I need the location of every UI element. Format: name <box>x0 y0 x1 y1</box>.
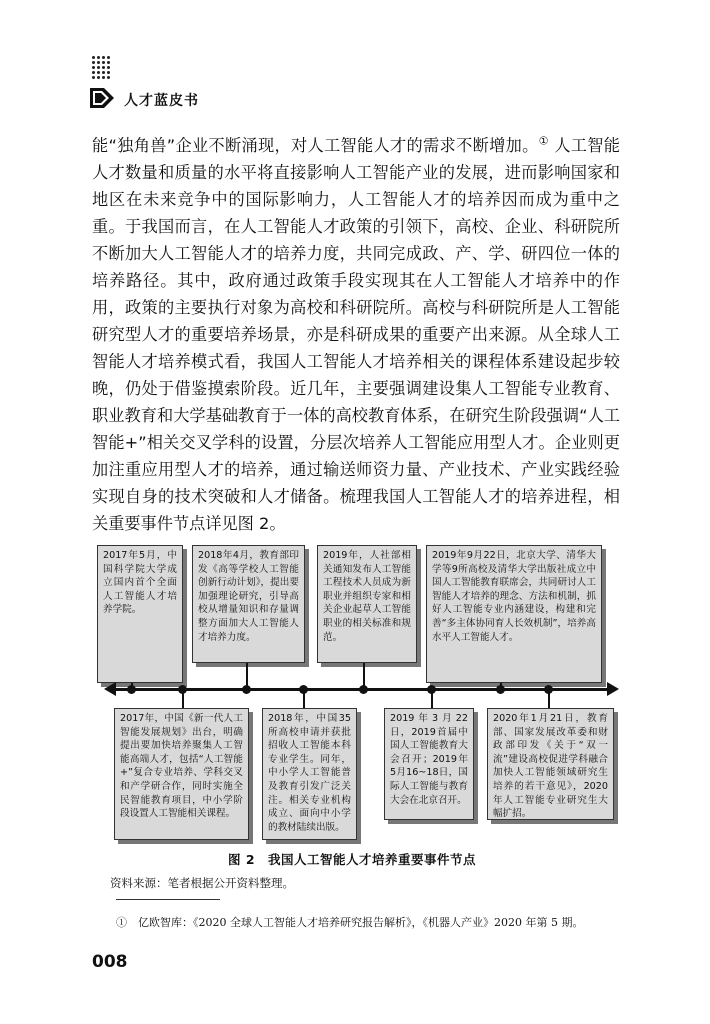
event-box-top-2: 2018年4月，教育部印发《高等学校人工智能创新行动计划》，提出要加强理论研究，引导高校从增量知识和存量调整方面加大人工智能人才培养力度。 <box>192 545 305 663</box>
timeline-figure <box>92 540 622 880</box>
timeline-node <box>299 685 308 694</box>
timeline-arrow-right-icon <box>607 682 619 696</box>
paragraph-rest: 人工智能人才数量和质量的水平将直接影响人工智能产业的发展，进而影响国家和地区在未来竞争中的国际影响力，人工智能人才的培养因而成为重中之重。于我国而言，在人工智能人才政策的引领下，高校、企业、科研院所不断加大人工智能人才的培养力度，共同完成政、产、学、研四位一体的培养路径。其中，政府通过政策手段实现其在人工智能人才培养中的作用，政策的主要执行对象为高校和科研院所。高校与科研院所是人工智能研究型人才的重要培养场景，亦是科研成果的重要产出来源。从全球人工智能人才培养模式看，我国人工智能人才培养相关的课程体系建设起步较晚，仍处于借鉴摸索阶段。近几年，主要强调建设集人工智能专业教育、职业教育和大学基础教育于一体的高校教育体系，在研究生阶段强调“人工智能+”相关交叉学科的设置，分层次培养人工智能应用型人才。企业则更加注重应用型人才的培养，通过输送师资力量、产业技术、产业实践经验实现自身的技术突破和人才储备。梳理我国人工智能人才的培养进程，相关重要事件节点详见图 2。 <box>92 136 620 533</box>
timeline-node <box>127 685 136 694</box>
timeline-arrow-left-icon <box>104 682 116 696</box>
page-number: 008 <box>92 952 128 972</box>
footnote <box>116 914 583 930</box>
figure-caption: 图 2 我国人工智能人才培养重要事件节点 <box>227 852 477 867</box>
body-paragraph <box>92 132 620 537</box>
footnote-divider <box>116 899 220 900</box>
timeline-node <box>496 685 505 694</box>
footnote-mark: ① <box>116 916 127 929</box>
running-header <box>88 56 288 116</box>
footnote-reference[interactable]: ① <box>538 134 549 148</box>
event-box-top-4: 2019年9月22日，北京大学、清华大学等9所高校及清华大学出版社成立中国人工智能教育联席会，共同研讨人工智能人才培养的理念、方法和机制，抓好人工智能专业内涵建设，构建和完善“多主体协同育人长效机制”，培养高水平人工智能人才。 <box>426 545 602 683</box>
event-box-top-1: 2017年5月，中国科学院大学成立国内首个全面人工智能人才培养学院。 <box>97 545 183 683</box>
event-box-top-3: 2019年，人社部相关通知发布人工智能工程技术人员成为新职业并组织专家和相关企业起草人工智能职业的相关标准和规范。 <box>317 545 417 663</box>
dot-pattern-icon <box>92 56 112 82</box>
event-box-bottom-1: 2017年，中国《新一代人工智能发展规划》出台，明确提出要加快培养聚集人工智能高端人才，包括“人工智能+”复合专业培养、学科交叉和产学研合作，同时实施全民智能教育项目，中小学阶段设置人工智能相关课程。 <box>114 708 249 840</box>
event-box-bottom-3: 2019年3月22日，2019首届中国人工智能教育大会召开；2019年5月16~18日，国际人工智能与教育大会在北京召开。 <box>384 708 474 820</box>
timeline-node <box>242 685 251 694</box>
series-title: 人才蓝皮书 <box>124 93 199 109</box>
book-icon <box>88 84 116 112</box>
timeline-node <box>359 685 368 694</box>
figure-source: 资料来源：笔者根据公开资料整理。 <box>110 876 294 890</box>
timeline-node <box>544 685 553 694</box>
event-box-bottom-4: 2020年1月21日，教育部、国家发展改革委和财政部印发《关于“双一流”建设高校促进学科融合 加快人工智能领域研究生培养的若干意见》，2020年人工智能专业研究生大幅扩招。 <box>487 708 614 820</box>
timeline-node <box>178 685 187 694</box>
footnote-text: 亿欧智库：《2020 全球人工智能人才培养研究报告解析》，《机器人产业》2020 年第 5 期。 <box>138 916 584 929</box>
timeline-node <box>427 685 436 694</box>
event-box-bottom-2: 2018年，中国35所高校申请并获批招收人工智能本科专业学生。同年，中小学人工智能普及教育引发广泛关注。相关专业机构成立、面向中小学的教材陆续出版。 <box>262 708 357 840</box>
paragraph-start: 能“独角兽”企业不断涌现，对人工智能人才的需求不断增加。 <box>92 136 539 155</box>
